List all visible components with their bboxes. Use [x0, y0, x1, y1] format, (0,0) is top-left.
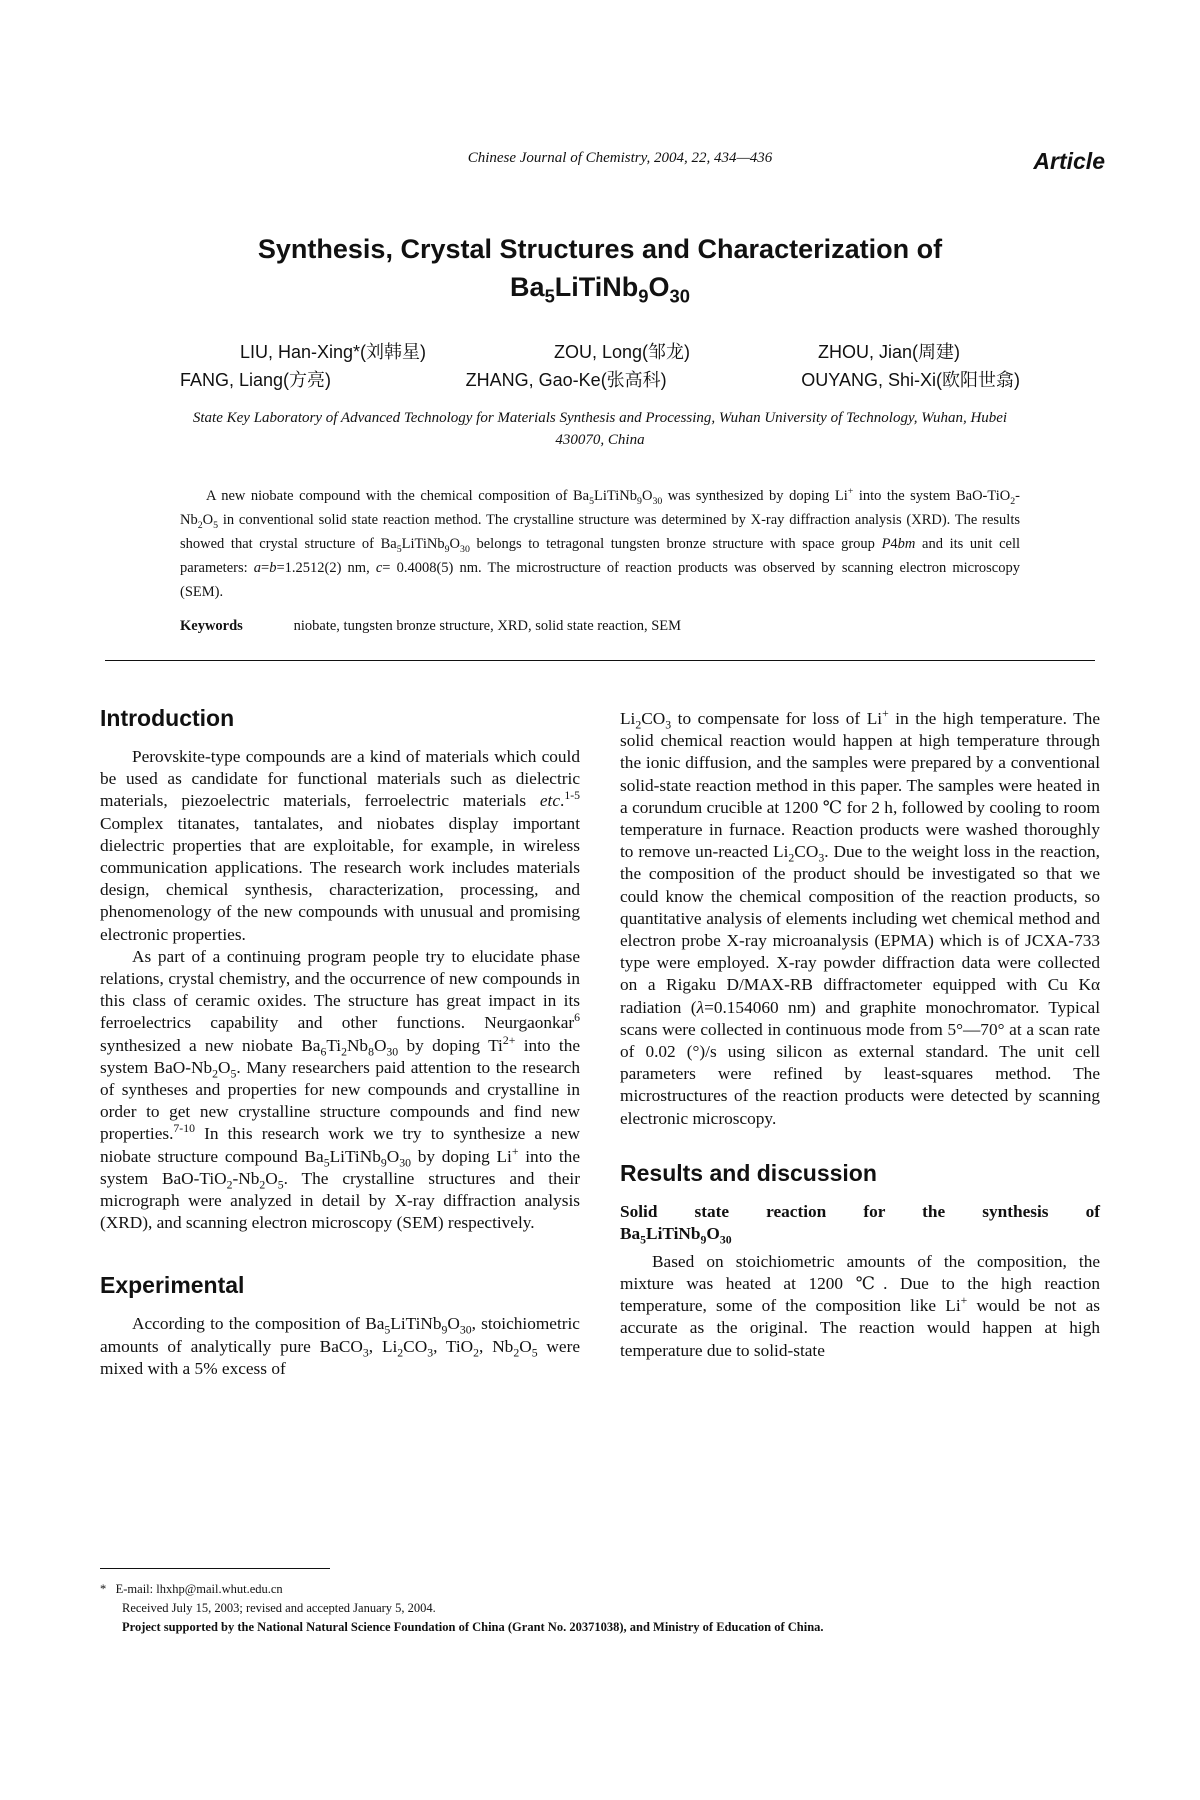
footnote-project: Project supported by the National Natural Science Foundation of China (Grant No. 20371038), and Ministry of Education of China.	[122, 1620, 824, 1634]
right-column	[620, 708, 1100, 1362]
footnote-divider	[100, 1568, 330, 1569]
paragraph: Based on stoichiometric amounts of the composition, the mixture was heated at 1200 ℃. Due to the high reaction temperature, some of the composition like Li+ would be not as accurate as the original. The reaction would happen at high temperature due to solid-state	[620, 1251, 1100, 1360]
keywords-label: Keywords	[180, 618, 243, 634]
affiliation: State Key Laboratory of Advanced Technology for Materials Synthesis and Processing, Wuhan University of Technology, Wuhan, Hubei 430070, China	[192, 410, 1008, 448]
paragraph: According to the composition of $Ba_5LiTiNb_9O_{30}$, stoichiometric amounts of analytically pure BaCO$_3$, $Li_2CO_3$, TiO$_2$, $Nb_2O_5$ were mixed with a 5% excess of	[100, 1314, 580, 1378]
heading-experimental: Experimental	[100, 1272, 245, 1299]
author-name: ZHANG, Gao-Ke(张高科)	[465, 370, 667, 390]
abstract: A new niobate compound with the chemical composition of $Ba_5LiTiNb_9O_{30}$ was synthesized by doping Li+ into the system BaO-$TiO_2-Nb_2O_5$ in conventional solid state reaction method. The crystalline structure was determined by X-ray diffraction analysis (XRD). The results showed that crystal structure of $Ba_5LiTiNb_9O_{30}$ belongs to tetragonal tungsten bronze structure with space group P4bm and its unit cell parameters: a=b=1.2512(2) nm, c= 0.4008(5) nm. The microstructure of reaction products was observed by scanning electron microscopy (SEM).	[180, 486, 1021, 600]
article-type-label: Article	[1033, 148, 1105, 174]
title-formula: $Ba_5LiTiNb_9O_{30}$	[510, 272, 690, 307]
subsection-heading: Solid state reaction for the synthesis of	[620, 1201, 1100, 1221]
keywords-text: niobate, tungsten bronze structure, XRD, solid state reaction, SEM	[293, 618, 682, 634]
footnotes	[100, 1580, 1100, 1637]
journal-citation: Chinese Journal of Chemistry, 2004, 22, 434—436	[467, 150, 773, 166]
footnote-email: * E-mail: lhxhp@mail.whut.edu.cn	[100, 1582, 283, 1596]
title-line-1: Synthesis, Crystal Structures and Characterization of	[257, 234, 943, 264]
author-name: LIU, Han-Xing*(刘韩星)	[240, 342, 427, 362]
author-name: FANG, Liang(方亮)	[180, 370, 332, 390]
section-divider	[105, 660, 1095, 661]
paragraph: $Li_2CO_3$ to compensate for loss of Li+ in the high temperature. The solid chemical reaction would happen at high temperature through the ionic diffusion, and the samples were prepared by a conventional solid-state reaction method in this paper. The samples were heated in a corundum crucible at 1200 ℃ for 2 h, followed by cooling to room temperature in furnace. Reaction products were washed thoroughly to remove un-reacted $Li_2CO_3$. Due to the weight loss in the reaction, the composition of the product should be investigated so that we could know the chemical composition of the reaction products, so quantitative analysis of elements including wet chemical method and electron probe X-ray microanalysis (EPMA) which is of JCXA-733 type were employed. X-ray powder diffraction data were collected on a Rigaku D/MAX-RB diffractometer equipped with Cu Kα radiation (λ=0.154060 nm) and graphite monochromator. Typical scans were collected in continuous mode from 5°—70° at a scan rate of 0.02 (°)/s using silicon as external standard. The unit cell parameters were refined by least-squares method. The microstructures of the reaction products were detected by scanning electronic microscopy.	[620, 707, 1100, 1128]
subsection-heading-formula: $Ba_5LiTiNb_9O_{30}$	[620, 1223, 732, 1247]
heading-results: Results and discussion	[620, 1159, 877, 1186]
footnote-received: Received July 15, 2003; revised and accepted January 5, 2004.	[122, 1601, 436, 1615]
heading-introduction: Introduction	[100, 705, 235, 731]
author-list	[180, 338, 1020, 394]
author-name: OUYANG, Shi-Xi(欧阳世翕)	[801, 370, 1020, 390]
author-name: ZHOU, Jian(周建)	[817, 342, 960, 362]
paragraph: Perovskite-type compounds are a kind of materials which could be used as candidate for functional materials such as dielectric materials, piezoelectric materials, ferroelectric materials etc.$^{1-5}$ Complex titanates, tantalates, and niobates display important dielectric properties that are exploitable, for example, in wireless communication applications. The research work includes materials design, chemical synthesis, characterization, processing, and phenomenology of the new compounds with unusual and promising electronic properties.	[100, 747, 580, 944]
author-name: ZOU, Long(邹龙)	[554, 342, 691, 362]
left-column	[100, 705, 580, 1380]
keywords	[180, 618, 1020, 635]
paper-title	[130, 230, 1070, 306]
paragraph: As part of a continuing program people try to elucidate phase relations, crystal chemistry, and the occurrence of new compounds in this class of ceramic oxides. The structure has great impact in its ferroelectrics capability and other functions. Neurgaonkar$^6$ synthesized a new niobate $Ba_6Ti_2Nb_8O_{30}$ by doping $Ti^{2+}$ into the system BaO-$Nb_2O_5$. Many researchers paid attention to the research of syntheses and properties for new compounds and crystalline in order to get new crystalline structure compounds and find new properties.$^{7-10}$ In this research work we try to synthesize a new niobate structure compound $Ba_5LiTiNb_9O_{30}$ by doping Li+ into the system BaO-$TiO_2-Nb_2O_5$. The crystalline structures and their micrograph were analyzed in detail by X-ray diffraction analysis (XRD), and scanning electron microscopy (SEM) respectively.	[100, 946, 581, 1233]
